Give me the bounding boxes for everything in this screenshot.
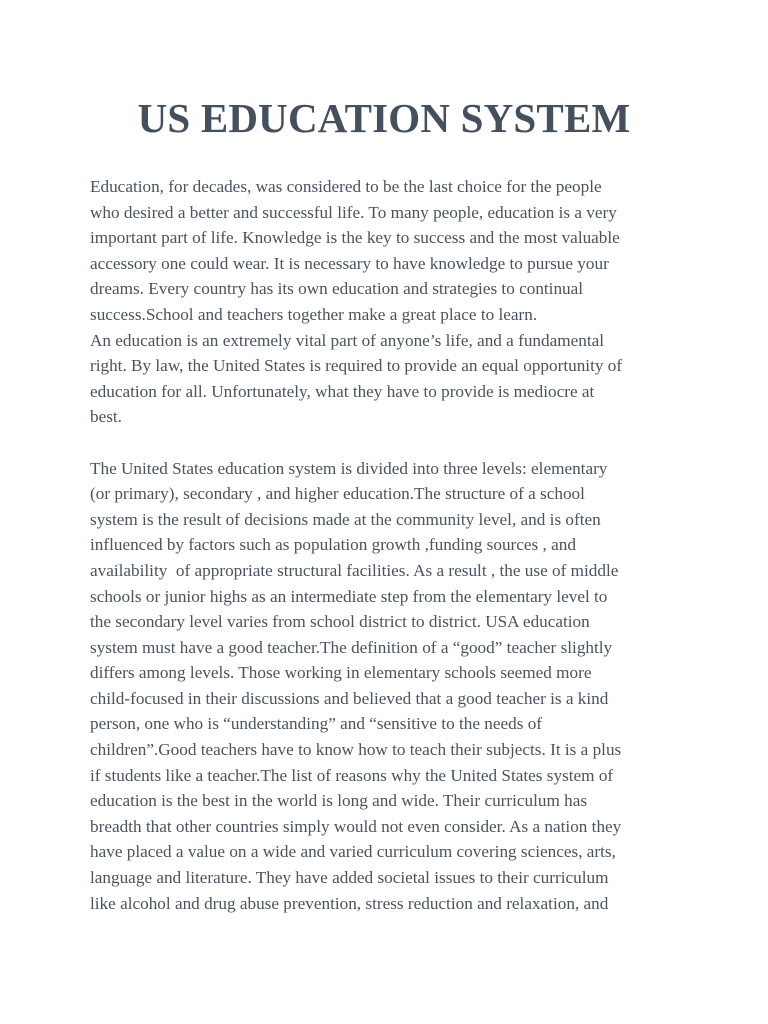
paragraph — [90, 174, 690, 328]
text-line: important part of life. Knowledge is the key to success and the most valuable — [90, 228, 620, 248]
text-line: schools or junior highs as an intermediate step from the elementary level to — [90, 586, 608, 606]
text-line: education is the best in the world is long and wide. Their curriculum has — [90, 791, 588, 811]
text-line: person, one who is “understanding” and “sensitive to the needs of — [90, 714, 543, 734]
text-line: accessory one could wear. It is necessary to have knowledge to pursue your — [90, 253, 609, 273]
text-line: have placed a value on a wide and varied curriculum covering sciences, arts, — [90, 842, 616, 862]
text-line: influenced by factors such as population growth ,funding sources , and — [90, 535, 576, 555]
text-line: Education, for decades, was considered to be the last choice for the people — [90, 177, 602, 196]
text-line: system is the result of decisions made at the community level, and is often — [90, 509, 601, 529]
text-line: like alcohol and drug abuse prevention, stress reduction and relaxation, and — [90, 893, 609, 913]
text-line: child-focused in their discussions and believed that a good teacher is a kind — [90, 688, 609, 708]
document-body — [90, 174, 690, 916]
paragraph — [90, 328, 690, 430]
paragraph-gap — [90, 430, 690, 456]
page-title: US EDUCATION SYSTEM — [137, 95, 631, 141]
text-line: children”.Good teachers have to know how to teach their subjects. It is a plus — [90, 740, 622, 760]
text-line: if students like a teacher.The list of reasons why the United States system of — [90, 765, 614, 785]
text-line: breadth that other countries simply would not even consider. As a nation they — [90, 816, 622, 836]
text-line: right. By law, the United States is required to provide an equal opportunity of — [90, 356, 623, 376]
text-line: success.School and teachers together make a great place to learn. — [90, 304, 538, 324]
text-line: An education is an extremely vital part of anyone’s life, and a fundamental — [90, 330, 605, 350]
text-line: The United States education system is divided into three levels: elementary — [90, 458, 608, 478]
text-line: dreams. Every country has its own education and strategies to continual — [90, 279, 584, 299]
text-line: the secondary level varies from school district to district. USA education — [90, 612, 590, 632]
paragraph — [90, 456, 690, 917]
text-line: (or primary), secondary , and higher education.The structure of a school — [90, 484, 585, 504]
text-line: education for all. Unfortunately, what they have to provide is mediocre at — [90, 381, 595, 401]
text-line: who desired a better and successful life. To many people, education is a very — [90, 202, 617, 222]
text-line: language and literature. They have added societal issues to their curriculum — [90, 868, 609, 888]
text-line: differs among levels. Those working in elementary schools seemed more — [90, 663, 592, 683]
text-line: availability of appropriate structural facilities. As a result , the use of middle — [90, 560, 619, 580]
text-line: best. — [90, 407, 122, 427]
text-line: system must have a good teacher.The definition of a “good” teacher slightly — [90, 637, 613, 657]
